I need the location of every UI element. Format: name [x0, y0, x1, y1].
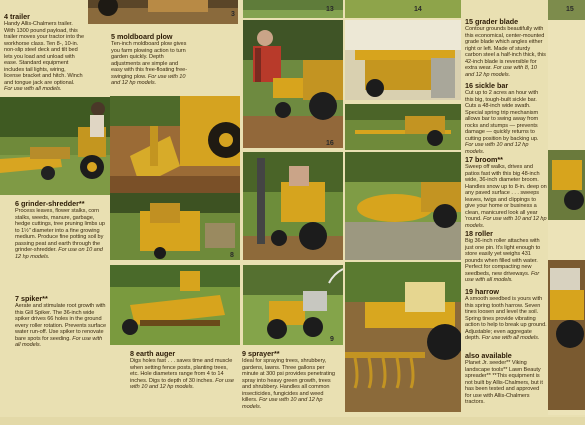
page-number: 3 — [231, 11, 235, 18]
item-note: For use with 10 and 12 hp models. — [130, 377, 234, 390]
bottom-margin — [0, 417, 585, 425]
item-body: Big 36-inch roller attaches with just one pin. It's light enough to store easily yet weighs 431 pounds when filled with water. Perfect for compacting new seedbeds, new driveways. — [465, 238, 541, 277]
item-heading: 17 broom** — [465, 155, 503, 164]
item-heading: 9 sprayer** — [242, 349, 280, 358]
page-number: 16 — [326, 140, 334, 147]
photo-earth-auger — [243, 152, 343, 260]
item-sprayer — [242, 350, 340, 410]
item-note: For use with all models. — [4, 86, 62, 92]
item-body: Handy Allis-Chalmers trailer. With 1300 pound payload, this trailer moves your tractor into the workhorse class. Ten 8-, 10-in. non-slip steel deck and tilt bed lets you load and unload with ease. Standard equipment includes tail lights, wiring, license bracket and hitch. Winch and tongue jack are optional. — [4, 21, 85, 86]
item-note: For use with 10 and 12 hp models. — [465, 216, 547, 229]
photo-man-red-shirt — [243, 20, 343, 148]
item-body: Aerate and stimulate root growth with this Gill Spiker. The 36-inch wide spiker drives 66 holes in the ground every roller rotation. Prevents surface water run-off. Use spiker to renovate bare spots for seeding. — [15, 303, 107, 342]
item-heading: 8 earth auger — [130, 349, 176, 358]
photo-broom-roller — [345, 152, 461, 260]
item-note: For use with all models. — [465, 270, 540, 283]
item-body: Contour grounds beautifully with this economical, center-mounted grade blade which angles either right or left. Made of sturdy carbon steel a half-inch thick, this 42-inch blade is reversible for extra wear. — [465, 26, 546, 71]
item-body: Ten-inch moldboard plow gives you farm plowing action to turn garden quickly. Depth adjustments are simple and easy with this free-floating free-swinging plow. — [111, 41, 188, 80]
item-grader-blade — [465, 18, 547, 78]
item-harrow — [465, 288, 547, 342]
item-body: Sweep off walks, drives and patios fast with this big 48-inch wide, 36-inch diameter broom. Handles snow up to 8-in. deep on any paved surface . . . sweeps leaves, twigs and clippings to give your home or business a clean, manicured look all year 'round. — [465, 164, 547, 222]
item-note: For use with 10 and 12 hp models. — [111, 73, 186, 86]
page-number: 14 — [414, 6, 422, 13]
item-earth-auger — [130, 350, 235, 391]
item-heading: 5 moldboard plow — [111, 32, 173, 41]
photo-moldboard-plow — [110, 96, 240, 194]
photo-sickle-field — [345, 0, 461, 18]
page-number: 13 — [326, 6, 334, 13]
item-heading: 16 sickle bar — [465, 81, 509, 90]
item-moldboard-plow — [111, 33, 191, 87]
item-body: Process leaves, flower stalks, corn stalks, weeds, manure, garbage, hedge cuttings, tree pruning limbs up to 1½" diameter into a fine growing medium. Produce fine potting soil by passing peat and earth through the grinder-shredder. — [15, 208, 105, 253]
item-sickle-bar — [465, 82, 547, 155]
item-grinder-shredder — [15, 200, 109, 260]
photo-sprayer — [243, 265, 343, 345]
item-heading: 19 harrow — [465, 287, 499, 296]
photo-spiker — [110, 265, 240, 345]
photo-sickle-bar — [345, 104, 461, 150]
page-number: 8 — [230, 252, 234, 259]
item-heading: 6 grinder-shredder** — [15, 199, 85, 208]
item-heading: 4 trailer — [4, 12, 30, 21]
photo-harrow — [345, 262, 461, 412]
page-number: 15 — [566, 6, 574, 13]
item-trailer — [4, 13, 84, 93]
item-broom — [465, 156, 547, 229]
item-note: For use with 10 and 12 hp models. — [465, 142, 529, 155]
item-heading: 7 spiker** — [15, 294, 48, 303]
item-also-available — [465, 352, 547, 406]
item-roller — [465, 230, 547, 284]
item-heading: also available — [465, 351, 512, 360]
photo-trailer — [0, 97, 110, 195]
photo-grader-blade — [345, 20, 461, 100]
item-heading: 15 grader blade — [465, 17, 519, 26]
item-note: For use with all models. — [15, 335, 103, 348]
item-note: For use with all models. — [481, 335, 540, 341]
item-spiker — [15, 295, 107, 349]
item-body: Ideal for spraying trees, shrubbery, gardens, lawns. Three gallons per minute at 300 psi provides penetrating spray into heavy green growth, trees and shrubbery. Handles all common insecticides, fungicides and weed killers. — [242, 358, 335, 403]
item-body: Planet Jr. seeder** Viking landscape tools** Lawn Beauty spreader** **This equipment is not built by Allis-Chalmers, but it has been tested and approved for use with Allis-Chalmers tractors. — [465, 360, 543, 405]
photo-grinder-shredder — [110, 193, 240, 260]
item-note: For use on 10 and 12 hp models. — [15, 247, 103, 260]
item-note: For use with 8, 10 and 12 hp models. — [465, 65, 537, 78]
item-body: A smooth seedbed is yours with this spring tooth harrow. Seven tines loosen and level the soil. Spring tines provide vibrating action to help to break up ground. Adjustable; even aggregate depth. — [465, 296, 547, 341]
item-body: Cut up to 2 acres an hour with this big, tough-built sickle bar. Cuts a 48-inch wide swath. Special spring trip mechanism allows bar to swing away from rocks and stumps — prevents damage — quickly returns to cutting position by backing up. — [465, 90, 539, 142]
photo-top-left-tractor — [88, 0, 238, 24]
photo-right-edge-tractor — [548, 0, 585, 415]
item-note: For use with 10 and 12 hp models. — [242, 397, 323, 410]
item-heading: 18 roller — [465, 229, 493, 238]
item-body: Digs holes fast . . . saves time and muscle when setting fence posts, planting trees, etc. Hole diameters range from 4 to 14 inches. Digs to depth of 30 inches. — [130, 358, 233, 384]
page-number: 9 — [330, 336, 334, 343]
